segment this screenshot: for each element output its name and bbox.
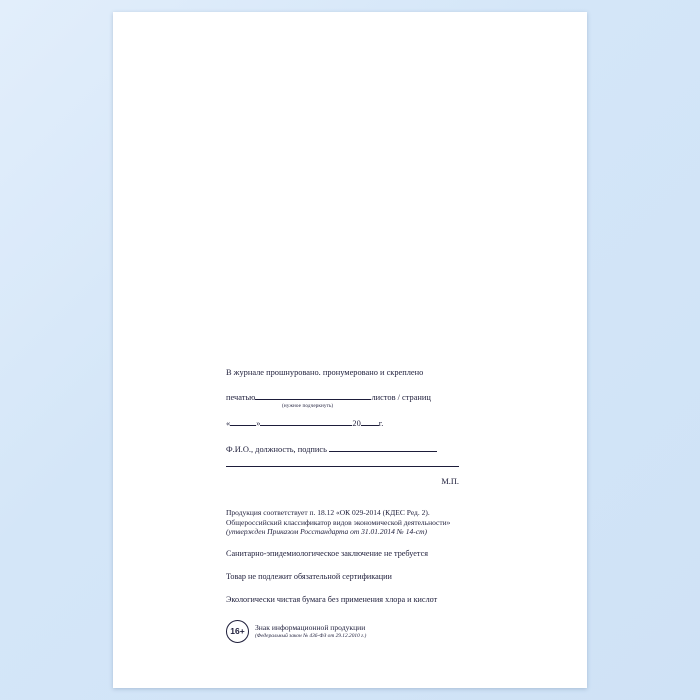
document-page bbox=[113, 12, 587, 688]
seal-suffix: листов / страниц bbox=[371, 393, 431, 403]
signature-continuation-rule bbox=[226, 458, 459, 467]
statement-certification: Товар не подлежит обязательной сертификации bbox=[226, 571, 392, 581]
stamp-place: М.П. bbox=[441, 476, 459, 486]
date-quote-open: « bbox=[226, 419, 231, 429]
age-mark-title: Знак информационной продукции bbox=[255, 623, 366, 633]
signature-label: Ф.И.О., должность, подпись bbox=[226, 444, 327, 454]
age-rating-badge: 16+ bbox=[226, 620, 249, 643]
signature-blank bbox=[329, 451, 437, 452]
age-mark-text bbox=[255, 623, 366, 639]
document-content bbox=[226, 367, 476, 643]
date-day-blank bbox=[230, 425, 256, 426]
compliance-line-2: Общероссийский классификатор видов экономической деятельности» bbox=[226, 517, 451, 527]
compliance-line-1: Продукция соответствует п. 18.12 «ОК 029-2014 (КДЕС Ред. 2). bbox=[226, 507, 430, 517]
age-mark-row bbox=[226, 620, 476, 643]
date-year-prefix: 20 bbox=[352, 419, 361, 429]
date-quote-close: » bbox=[256, 419, 261, 429]
signature-row bbox=[226, 444, 476, 456]
statement-eco-paper: Экологически чистая бумага без применения хлора и кислот bbox=[226, 594, 438, 604]
seal-count-blank bbox=[255, 399, 371, 400]
seal-hint: (нужное подчеркнуть) bbox=[282, 403, 334, 410]
compliance-block bbox=[226, 508, 476, 606]
age-mark-law: (Федеральный закон № 436-ФЗ от 29.12.2010 г.) bbox=[255, 633, 367, 640]
date-row bbox=[226, 418, 476, 430]
date-month-blank bbox=[260, 425, 352, 426]
seal-label: печатью bbox=[226, 393, 256, 403]
date-year-suffix: г. bbox=[378, 419, 384, 429]
compliance-line-3: (утвержден Приказом Росстандарта от 31.01.2014 № 14-ст) bbox=[226, 527, 427, 537]
date-year-blank bbox=[361, 425, 379, 426]
statement-sanitary: Санитарно-эпидемиологическое заключение не требуется bbox=[226, 549, 428, 558]
certification-intro: В журнале прошнуровано. пронумеровано и скреплено bbox=[226, 368, 424, 377]
